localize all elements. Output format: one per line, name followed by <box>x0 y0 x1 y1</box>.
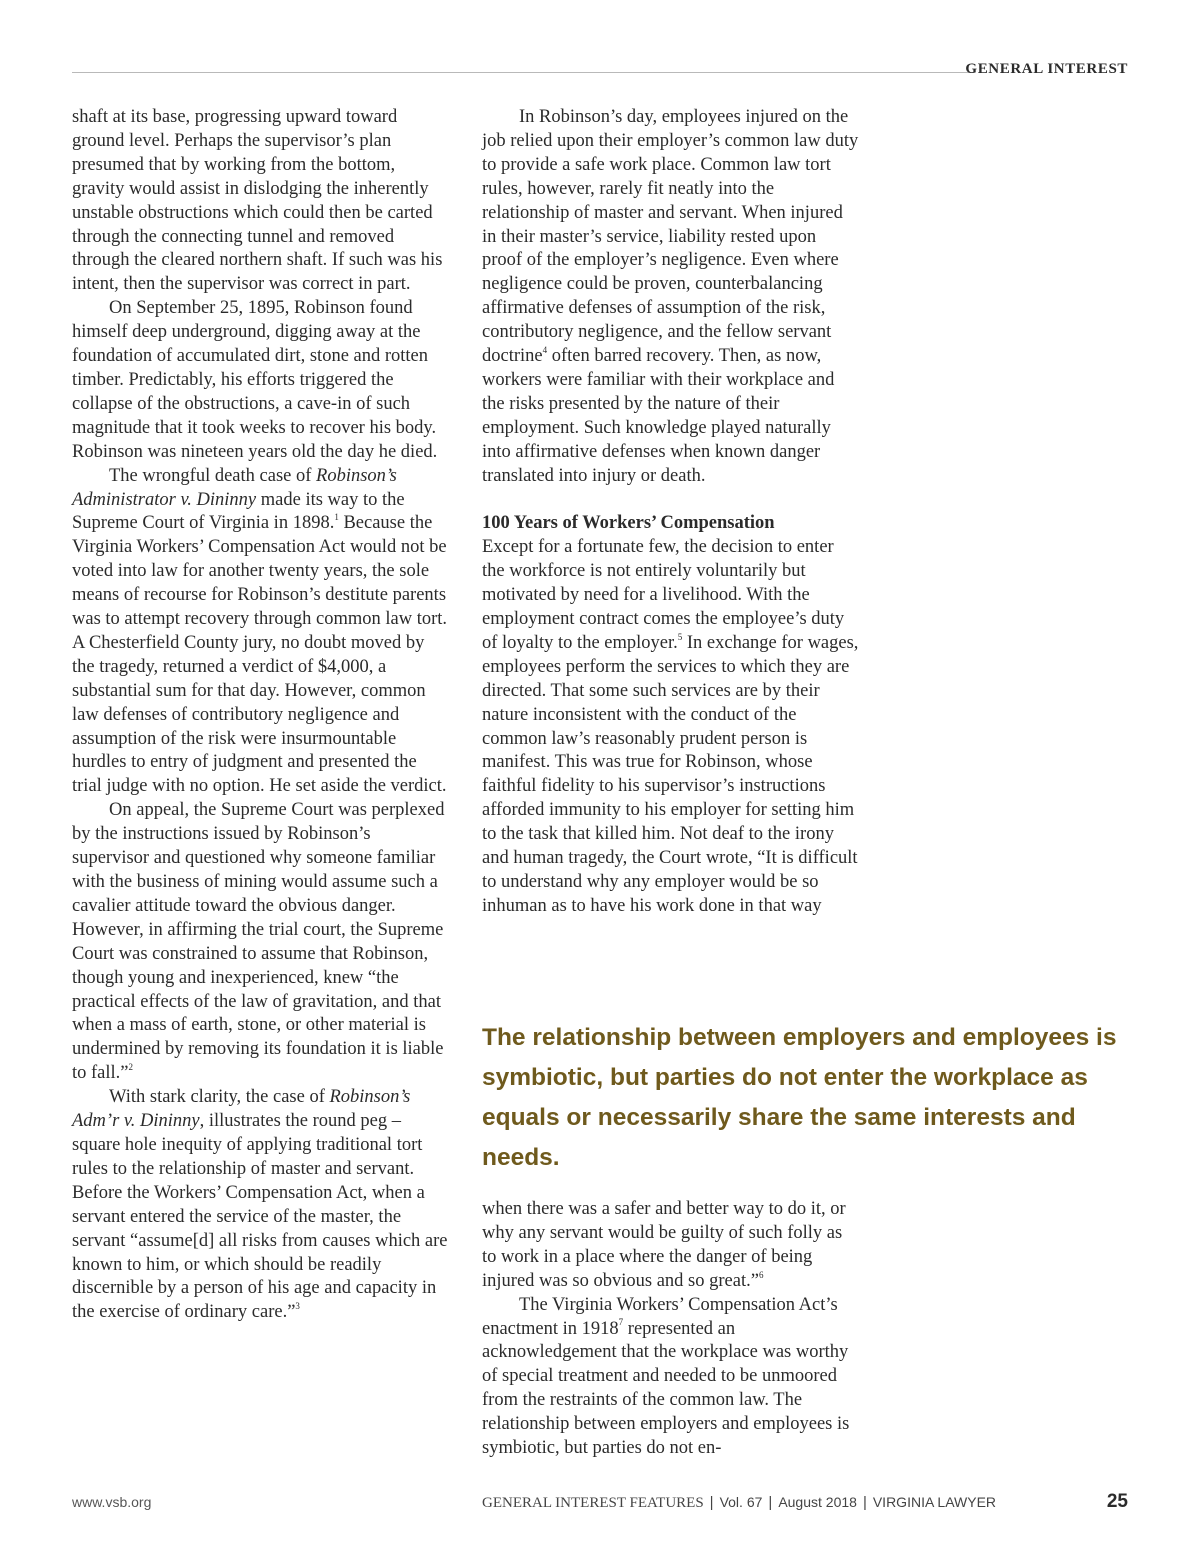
paragraph: The wrongful death case of Robinson’s Administrator v. Dininny made its way to the Supreme Court of Virginia in 1898.$^1$ Because the Virginia Workers’ Compensation Act would not be voted into law for another twenty years, the sole means of recourse for Robinson’s destitute parents was to attempt recovery through common law tort. A Chesterfield County jury, no doubt moved by the tragedy, returned a verdict of $4,000, a substantial sum for that day. However, common law defenses of contributory negligence and assumption of the risk were insurmountable hurdles to entry of judgment and presented the trial judge with no option. He set aside the verdict. <box>72 465 448 797</box>
page-number: 25 <box>1106 1491 1128 1512</box>
footnote-ref: 4 <box>542 344 548 355</box>
footer-url[interactable]: www.vsb.org <box>72 1494 152 1510</box>
paragraph: The Virginia Workers’ Compensation Act’s enactment in 1918$^7$ represented an acknowledgement that the workplace was worthy of special treatment and needed to be unmoored from the restraints of the common law. The relationship between employers and employees is symbiotic, but parties do not en- <box>482 1294 850 1459</box>
paragraph: shaft at its base, progressing upward toward ground level. Perhaps the supervisor’s plan presumed that by working from the bottom, gravity would assist in dislodging the inherently unstable obstructions which could then be carted through the connecting tunnel and removed through the cleared northern shaft. If such was his intent, then the supervisor was correct in part. <box>72 107 443 295</box>
case-name: Robinson’s Adm’r v. Dininny <box>72 1087 411 1132</box>
pull-quote: The relationship between employers and employees is symbiotic, but parties do not enter the workplace as equals or necessarily share the same interests and needs. <box>482 1024 1117 1171</box>
footer-date: August 2018 <box>778 1494 857 1510</box>
footer-info: GENERAL INTEREST FEATURES | Vol. 67 | August 2018 | VIRGINIA LAWYER <box>482 1494 997 1511</box>
header-rule <box>72 72 970 73</box>
section-heading: 100 Years of Workers’ Compensation <box>482 513 775 534</box>
paragraph: when there was a safer and better way to do it, or why any servant would be guilty of such folly as to work in a place where the danger of being injured was so obvious and so great.”$^6$ <box>482 1199 846 1291</box>
paragraph: On appeal, the Supreme Court was perplexed by the instructions issued by Robinson’s supervisor and questioned why someone familiar with the business of mining would assume such a cavalier attitude toward the obvious danger. However, in affirming the trial court, the Supreme Court was constrained to assume that Robinson, though young and inexperienced, knew “the practical effects of the law of gravitation, and that when a mass of earth, stone, or other material is undermined by removing its foundation it is liable to fall.”$^2$ <box>72 800 445 1084</box>
footnote-ref: 5 <box>677 631 683 642</box>
footer-section: GENERAL INTEREST FEATURES <box>482 1495 704 1511</box>
paragraph: On September 25, 1895, Robinson found himself deep underground, digging away at the foundation of accumulated dirt, stone and rotten timber. Predictably, his efforts triggered the collapse of the obstructions, a cave-in of such magnitude that it took weeks to recover his body. Robinson was nineteen years old the day he died. <box>72 298 438 462</box>
footer-volume: Vol. 67 <box>719 1494 763 1510</box>
right-column-bottom <box>482 1198 860 1461</box>
left-column <box>72 106 450 1325</box>
section-label: GENERAL INTEREST <box>965 61 1128 77</box>
right-column-top <box>482 106 860 919</box>
footnote-ref: 6 <box>758 1269 764 1280</box>
footer-publication: VIRGINIA LAWYER <box>872 1494 997 1510</box>
paragraph: With stark clarity, the case of Robinson’s Adm’r v. Dininny, illustrates the round peg – square hole inequity of applying traditional tort rules to the relationship of master and servant. Before the Workers’ Compensation Act, when a servant entered the service of the master, the servant “assume[d] all risks from causes which are known to him, or which should be readily discernible by a person of his age and capacity in the exercise of ordinary care.”$^3$ <box>72 1087 448 1323</box>
footnote-ref: 2 <box>128 1062 134 1073</box>
paragraph: Except for a fortunate few, the decision to enter the workforce is not entirely voluntarily but motivated by need for a livelihood. With the employment contract comes the employee’s duty of loyalty to the employer.$^5$ In exchange for wages, employees perform the services to which they are directed. That some such services are by their nature inconsistent with the conduct of the common law’s reasonably prudent person is manifest. This was true for Robinson, whose faithful fidelity to his supervisor’s instructions afforded immunity to his employer for setting him to the task that killed him. Not deaf to the irony and human tragedy, the Court wrote, “It is difficult to understand why any employer would be so inhuman as to have his work done in that way <box>482 537 859 916</box>
footnote-ref: 1 <box>334 512 339 523</box>
paragraph: In Robinson’s day, employees injured on the job relied upon their employer’s common law duty to provide a safe work place. Common law tort rules, however, rarely fit neatly into the relationship of master and servant. When injured in their master’s service, liability rested upon proof of the employer’s negligence. Even where negligence could be proven, counterbalancing affirmative defenses of assumption of the risk, contributory negligence, and the fellow servant doctrine$^4$ often barred recovery. Then, as now, workers were familiar with their workplace and the risks presented by the nature of their employment. Such knowledge played naturally into affirmative defenses when known danger translated into injury or death. <box>482 107 859 486</box>
footnote-ref: 3 <box>295 1301 300 1312</box>
case-name: Robinson’s Administrator v. Dininny <box>72 465 397 510</box>
footnote-ref: 7 <box>618 1317 624 1328</box>
